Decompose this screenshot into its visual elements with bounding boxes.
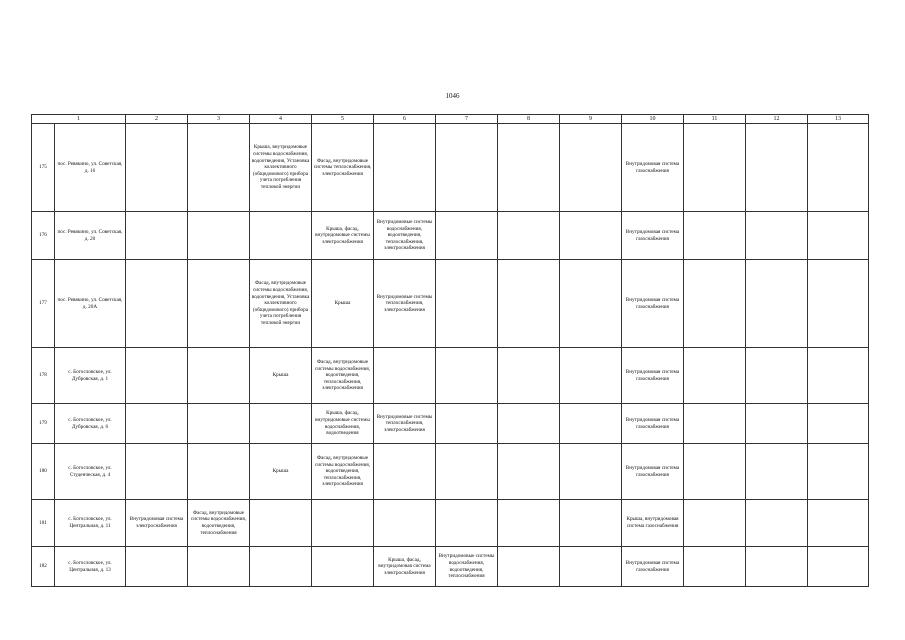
work-cell: Внутридомовая система газоснабжения [622,124,684,212]
work-cell [746,260,808,348]
work-cell [808,444,869,500]
table-row [32,444,869,500]
registry-body [32,124,869,587]
work-cell: Внутридомовые системы водоснабжения, водоотведения, теплоснабжения [436,547,498,587]
column-header: 13 [808,115,869,124]
work-cell [808,404,869,444]
work-cell [684,348,746,404]
column-header: 12 [746,115,808,124]
work-cell [126,124,188,212]
work-cell [188,348,250,404]
row-number-cell: 177 [32,260,55,348]
address-cell: с. Богословское, ул. Студенческая, д. 4 [55,444,126,500]
column-header: 10 [622,115,684,124]
work-cell [808,500,869,547]
work-cell: Фасад, внутридомовые системы водоснабжения, водоотведения, теплоснабжения, электроснабжения [312,348,374,404]
row-number-cell: 180 [32,444,55,500]
work-cell [498,212,560,260]
work-cell: Крыша, фасад, внутридомовая система электроснабжения [374,547,436,587]
address-cell: с. Богословское, ул. Центральная, д. 13 [55,547,126,587]
work-cell [374,348,436,404]
work-cell [746,444,808,500]
column-header: 2 [126,115,188,124]
work-cell [684,547,746,587]
work-cell [684,260,746,348]
work-cell [250,500,312,547]
work-cell [374,500,436,547]
work-cell: Крыша, фасад, внутридомовые системы электроснабжения [312,212,374,260]
work-cell [436,260,498,348]
column-header: 3 [188,115,250,124]
row-number-cell: 179 [32,404,55,444]
work-cell [188,404,250,444]
work-cell [126,404,188,444]
row-number-cell: 182 [32,547,55,587]
work-cell: Крыша, внутридомовая система газоснабжения [622,500,684,547]
work-cell [436,444,498,500]
row-number-cell: 176 [32,212,55,260]
column-header: 8 [498,115,560,124]
address-cell: пос. Ревякино, ул. Советская, д. 20 [55,212,126,260]
work-cell [746,404,808,444]
table-row [32,500,869,547]
work-cell [312,500,374,547]
work-cell: Внутридомовая система газоснабжения [622,404,684,444]
work-cell: Внутридомовая система газоснабжения [622,260,684,348]
work-cell [746,547,808,587]
work-cell [746,348,808,404]
work-cell [560,260,622,348]
work-cell: Фасад, внутридомовые системы водоснабжения, водоотведения, теплоснабжения, электроснабжения [312,444,374,500]
work-cell [498,260,560,348]
work-cell: Внутридомовые системы теплоснабжения, электроснабжения [374,260,436,348]
work-cell [188,212,250,260]
address-cell: пос. Ревякино, ул. Советская, д. 20А [55,260,126,348]
work-cell [188,547,250,587]
work-cell [746,500,808,547]
work-cell [126,260,188,348]
work-cell [560,348,622,404]
work-cell [808,547,869,587]
work-cell [436,348,498,404]
work-cell [684,500,746,547]
work-cell [560,547,622,587]
column-header: 1 [32,115,126,124]
table-row [32,404,869,444]
work-cell: Крыша [312,260,374,348]
work-cell [436,212,498,260]
work-cell [560,500,622,547]
work-cell [374,124,436,212]
work-cell [436,124,498,212]
page-number: 1046 [445,92,460,100]
work-cell [746,212,808,260]
row-number-cell: 181 [32,500,55,547]
work-cell [684,124,746,212]
work-cell [746,124,808,212]
work-cell [498,124,560,212]
work-cell: Фасад, внутридомовые системы водоснабжения, водоотведения, теплоснабжения [188,500,250,547]
address-cell: с. Богословское, ул. Дубровская, д. 6 [55,404,126,444]
work-cell [498,444,560,500]
work-cell [560,444,622,500]
table-row [32,260,869,348]
work-cell: Внутридомовая система газоснабжения [622,212,684,260]
work-cell [250,212,312,260]
work-cell: Внутридомовая система электроснабжения [126,500,188,547]
work-cell [808,260,869,348]
work-cell [126,212,188,260]
work-cell [808,124,869,212]
work-cell: Крыша, внутридомовые системы водоснабжения, водоотведения, Установка коллективного (общедомового) прибора учета потребления тепловой энергии [250,124,312,212]
column-header: 7 [436,115,498,124]
work-cell: Крыша [250,444,312,500]
work-cell: Внутридомовые системы теплоснабжения, электроснабжения [374,404,436,444]
work-cell [126,348,188,404]
column-header: 11 [684,115,746,124]
work-cell [560,212,622,260]
work-cell: Внутридомовая система газоснабжения [622,547,684,587]
work-cell: Фасад, внутридомовые системы теплоснабжения, электроснабжения [312,124,374,212]
work-cell: Внутридомовая система газоснабжения [622,444,684,500]
table-row [32,547,869,587]
work-cell [498,348,560,404]
address-cell: пос. Ревякино, ул. Советская, д. 16 [55,124,126,212]
column-header: 9 [560,115,622,124]
work-cell [560,404,622,444]
work-cell [436,404,498,444]
column-header: 4 [250,115,312,124]
work-cell [250,404,312,444]
row-number-cell: 178 [32,348,55,404]
work-cell [808,348,869,404]
registry-table [31,114,869,587]
work-cell [126,547,188,587]
work-cell [684,212,746,260]
work-cell [374,444,436,500]
table-row [32,212,869,260]
work-cell [250,547,312,587]
row-number-cell: 175 [32,124,55,212]
work-cell: Фасад, внутридомовые системы водоснабжения, водоотведения, Установка коллективного (общедомового) прибора учета потребления тепловой энергии [250,260,312,348]
work-cell [188,444,250,500]
work-cell [126,444,188,500]
work-cell [498,404,560,444]
header-row [32,115,869,124]
work-cell [498,547,560,587]
work-cell [560,124,622,212]
work-cell [684,444,746,500]
work-cell [808,212,869,260]
work-cell: Внутридомовые системы водоснабжения, водоотведения, теплоснабжения, электроснабжения [374,212,436,260]
table-row [32,124,869,212]
work-cell: Крыша, фасад, внутридомовые системы водоснабжения, водоотведения [312,404,374,444]
work-cell: Внутридомовая система газоснабжения [622,348,684,404]
work-cell [188,260,250,348]
work-cell [436,500,498,547]
column-header: 5 [312,115,374,124]
column-header: 6 [374,115,436,124]
address-cell: с. Богословское, ул. Центральная, д. 11 [55,500,126,547]
work-cell: Крыша [250,348,312,404]
work-cell [188,124,250,212]
work-cell [684,404,746,444]
table-row [32,348,869,404]
address-cell: с. Богословское, ул. Дубровская, д. 1 [55,348,126,404]
work-cell [312,547,374,587]
work-cell [498,500,560,547]
